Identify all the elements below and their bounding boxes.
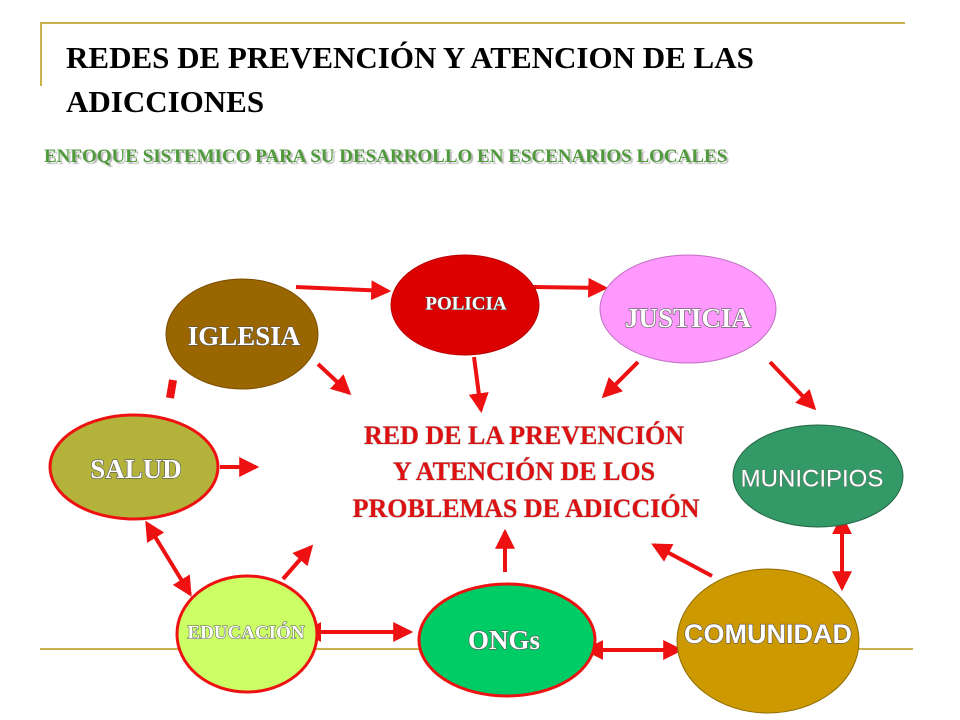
node-iglesia-label: IGLESIA (187, 321, 301, 352)
arrow-salud-to-iglesia (170, 380, 173, 398)
arrow-justicia-to-municipios (770, 362, 814, 408)
node-policia-label: POLICIA (425, 293, 507, 315)
arrow-justicia-to-center (604, 362, 638, 396)
center-line-1: RED DE LA PREVENCIÓN (364, 420, 684, 450)
arrow-educacion-to-center (283, 547, 311, 579)
node-justicia-label: JUSTICIA (624, 303, 752, 334)
node-ongs-label: ONGs (467, 625, 541, 656)
slide-subtitle: ENFOQUE SISTEMICO PARA SU DESARROLLO EN ESCENARIOS LOCALES (44, 146, 728, 167)
node-municipios-label: MUNICIPIOS (740, 465, 884, 493)
arrow-iglesia-to-policia (296, 287, 388, 291)
arrow-salud-educacion (154, 535, 190, 594)
node-educacion-label: EDUCACIÓN (187, 622, 305, 644)
arrow-policia-to-justicia (533, 287, 605, 288)
node-comunidad-label: COMUNIDAD (684, 619, 852, 650)
center-line-3: PROBLEMAS DE ADICCIÓN (352, 493, 700, 523)
arrow-iglesia-to-center (318, 364, 349, 393)
slide-title: REDES DE PREVENCIÓN Y ATENCION DE LAS ADICCIONES (66, 40, 754, 119)
arrow-policia-to-center (474, 357, 481, 410)
node-salud-label: SALUD (90, 454, 182, 485)
arrow-comunidad-to-center (654, 545, 712, 576)
center-line-2: Y ATENCIÓN DE LOS (392, 456, 656, 486)
center-hub (353, 421, 700, 523)
